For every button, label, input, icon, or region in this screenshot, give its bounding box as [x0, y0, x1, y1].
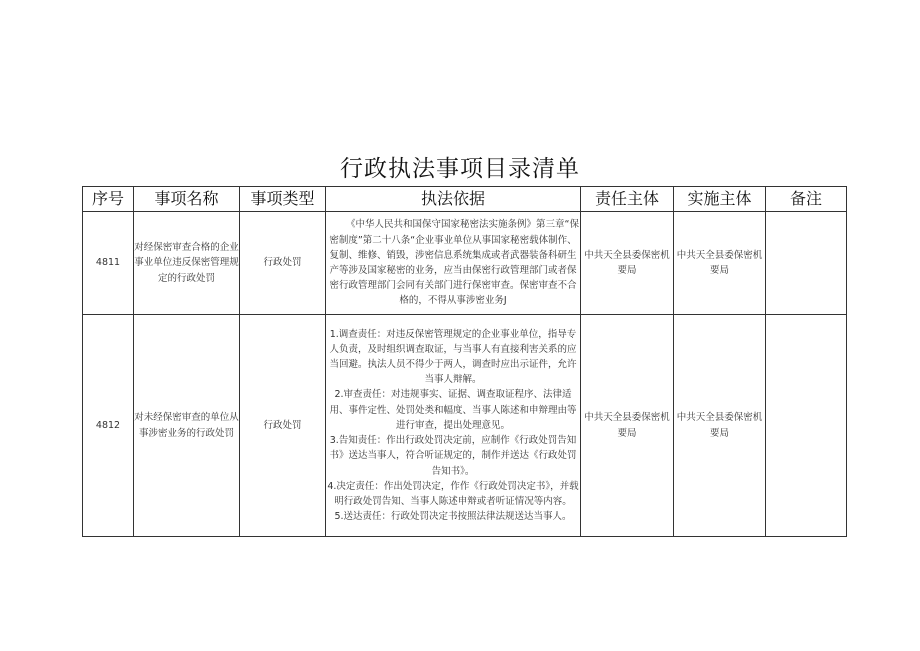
implementing-entity: 中共天全县委保密机要局 [674, 212, 766, 315]
table-row [83, 212, 847, 315]
basis-item-notification: 3.告知责任：作出行政处罚决定前，应制作《行政处罚告知书》送达当事人，符合听证规定的，制作并送达《行政处罚告知书》。 [329, 435, 577, 477]
row-number: 4811 [83, 212, 134, 315]
basis-item-decision: 4.决定责任：作出处罚决定，作作《行政处罚决定书》，并载明行政处罚告知、当事人陈述申辩或者听证情况等内容。 [327, 480, 579, 507]
header-responsible: 责任主体 [581, 187, 674, 212]
remarks [766, 212, 847, 315]
responsible-entity: 中共天全县委保密机要局 [581, 315, 674, 537]
basis-item-investigation: 1.调查责任：对违反保密管理规定的企业事业单位，指导专人负责，及时组织调查取证，与当事人有直接利害关系的应当回避。执法人员不得少于两人，调查时应出示证件，允许当事人辩解。 [329, 328, 577, 386]
basis-item-delivery: 5.送达责任：行政处罚决定书按照法律法规送达当事人。 [334, 511, 572, 523]
remarks [766, 315, 847, 537]
implementing-entity: 中共天全县委保密机要局 [674, 315, 766, 537]
legal-basis-text: 《中华人民共和国保守国家秘密法实施条例》第三章“保密制度”第二十八条“企业事业单位从事国家秘密载体制作、复制、维修、销毁，涉密信息系统集成或者武器装备科研生产等涉及国家秘密的业务，应当由保密行政管理部门或者保密行政管理部门会同有关部门进行保密审查。保密审查不合格的，不得从事涉密业务J [329, 219, 579, 307]
table-row [83, 315, 847, 537]
basis-item-review: 2.审查责任：对违规事实、证据、调查取证程序、法律适用、事件定性、处罚处类和幅度、当事人陈述和申辩理由等进行审查，提出处理意见。 [329, 389, 577, 431]
header-remarks: 备注 [766, 187, 847, 212]
item-type: 行政处罚 [240, 212, 326, 315]
header-implementer: 实施主体 [674, 187, 766, 212]
header-type: 事项类型 [240, 187, 326, 212]
legal-basis [326, 212, 581, 315]
header-num: 序号 [83, 187, 134, 212]
item-name: 对未经保密审查的单位从事涉密业务的行政处罚 [134, 315, 240, 537]
legal-basis [326, 315, 581, 537]
page-title: 行政执法事项目录清单 [340, 156, 580, 182]
header-basis: 执法依据 [326, 187, 581, 212]
item-type: 行政处罚 [240, 315, 326, 537]
header-name: 事项名称 [134, 187, 240, 212]
enforcement-catalog-table [82, 186, 847, 537]
header-row [83, 187, 847, 212]
responsible-entity: 中共天全县委保密机要局 [581, 212, 674, 315]
row-number: 4812 [83, 315, 134, 537]
item-name: 对经保密审查合格的企业事业单位违反保密管理规定的行政处罚 [134, 212, 240, 315]
